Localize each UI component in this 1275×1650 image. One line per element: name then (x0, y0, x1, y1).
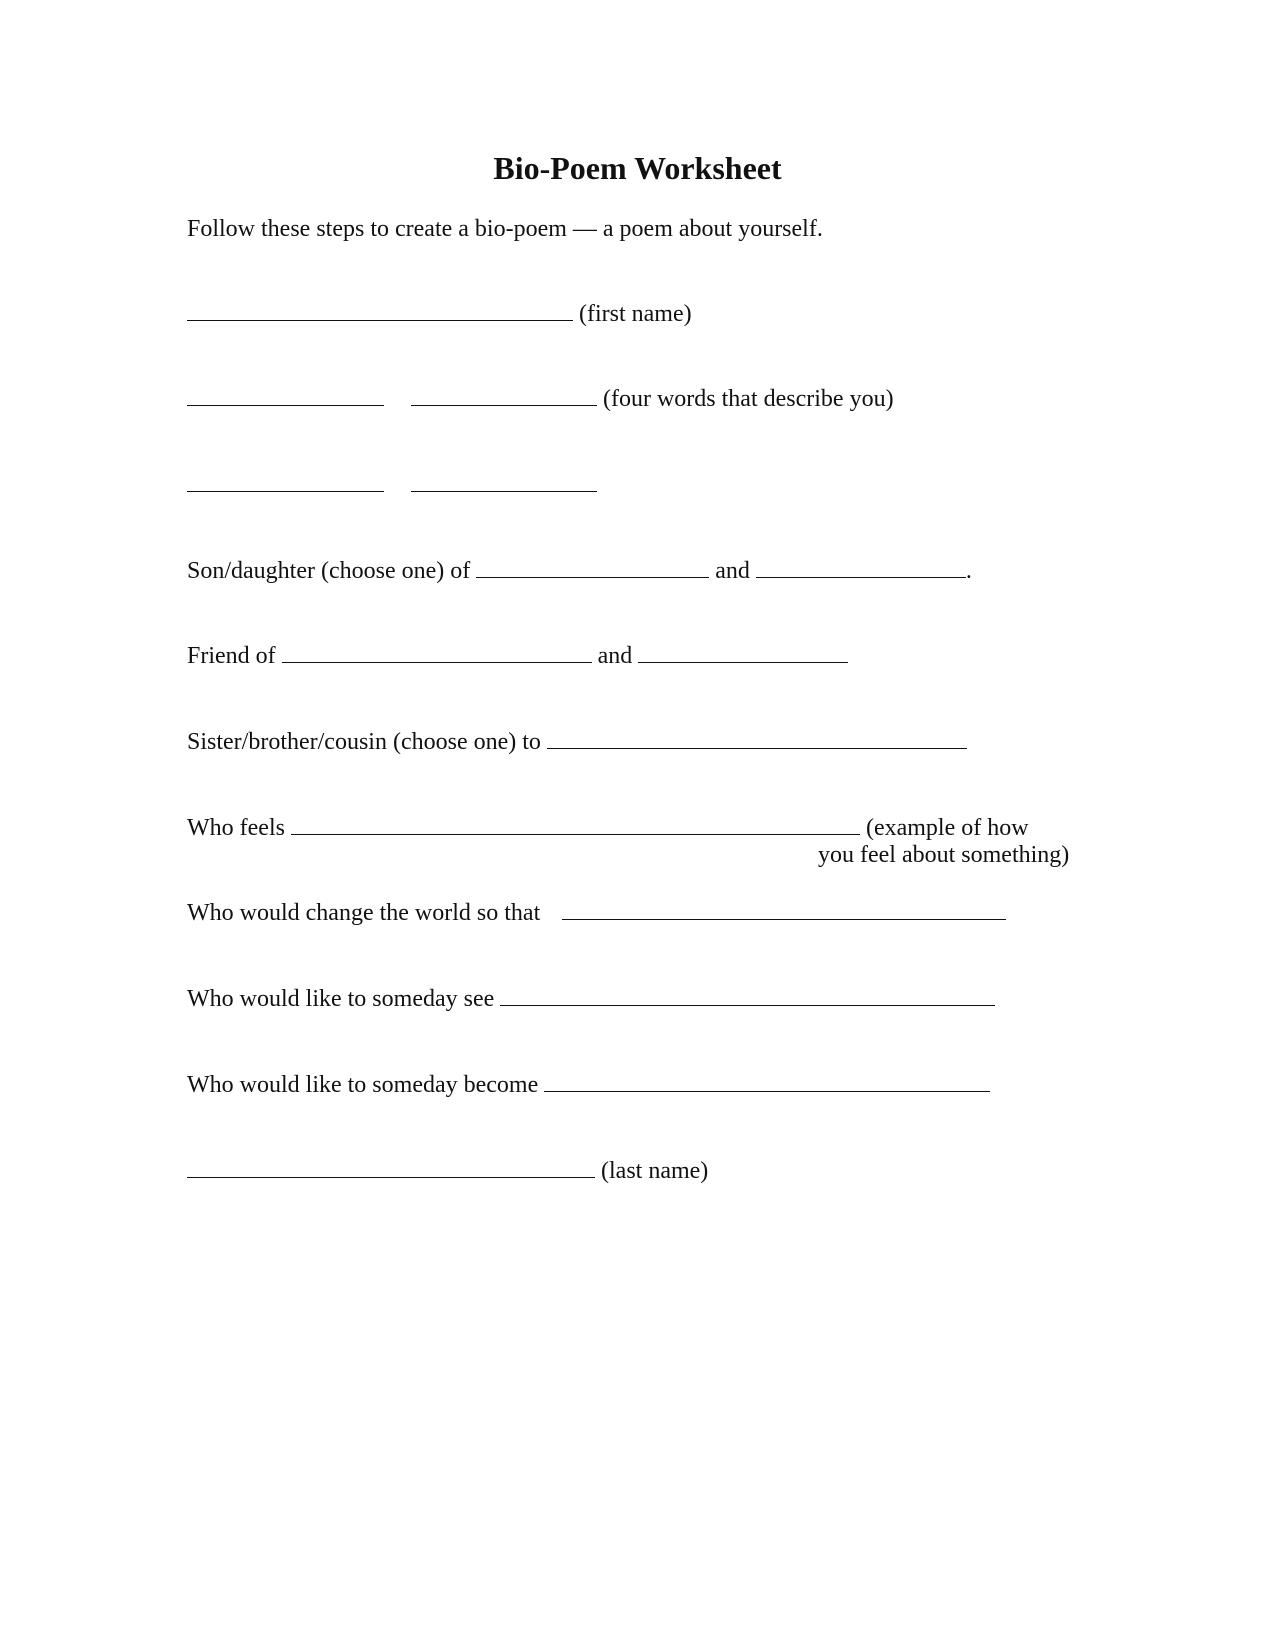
parents-line (187, 555, 972, 586)
page-title: Bio-Poem Worksheet (493, 150, 782, 186)
friend-1-blank[interactable] (282, 640, 592, 663)
four-words-line-2 (187, 469, 597, 500)
word-3-blank[interactable] (187, 469, 384, 492)
feels-hint-line-1: (example of how (865, 815, 1029, 841)
feels-line (187, 812, 1029, 843)
see-line (187, 983, 995, 1014)
first-name-hint: (first name) (579, 301, 692, 327)
parent-1-blank[interactable] (476, 555, 709, 578)
feels-blank[interactable] (291, 812, 860, 835)
change-world-blank[interactable] (562, 897, 1006, 920)
last-name-line (187, 1155, 708, 1186)
parents-suffix: . (965, 558, 972, 584)
become-blank[interactable] (544, 1069, 990, 1092)
sibling-prefix: Sister/brother/cousin (choose one) to (187, 729, 541, 755)
four-words-line-1 (187, 383, 894, 414)
see-prefix: Who would like to someday see (187, 986, 495, 1012)
first-name-line (187, 298, 692, 329)
parents-joiner: and (715, 558, 750, 584)
parent-2-blank[interactable] (756, 555, 966, 578)
four-words-hint: (four words that describe you) (603, 386, 894, 412)
first-name-blank[interactable] (187, 298, 573, 321)
change-world-prefix: Who would change the world so that (187, 900, 541, 926)
see-blank[interactable] (500, 983, 995, 1006)
friends-line (187, 640, 848, 671)
word-1-blank[interactable] (187, 383, 384, 406)
change-world-line (187, 897, 1006, 928)
friend-2-blank[interactable] (638, 640, 848, 663)
instructions: Follow these steps to create a bio-poem — a poem about yourself. (187, 216, 823, 242)
sibling-blank[interactable] (547, 726, 967, 749)
sibling-line (187, 726, 967, 757)
word-4-blank[interactable] (411, 469, 597, 492)
become-line (187, 1069, 990, 1100)
feels-hint-line-2: you feel about something) (818, 842, 1070, 868)
last-name-hint: (last name) (601, 1158, 709, 1184)
become-prefix: Who would like to someday become (187, 1072, 539, 1098)
feels-prefix: Who feels (187, 815, 285, 841)
last-name-blank[interactable] (187, 1155, 595, 1178)
friends-prefix: Friend of (187, 643, 276, 669)
friends-joiner: and (597, 643, 633, 669)
parents-prefix: Son/daughter (choose one) of (187, 558, 471, 584)
word-2-blank[interactable] (411, 383, 597, 406)
